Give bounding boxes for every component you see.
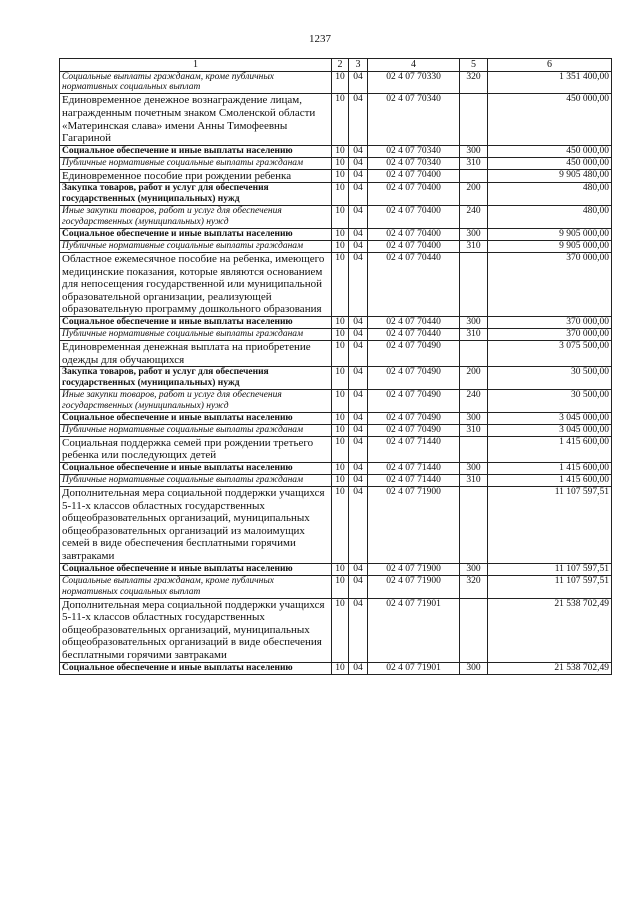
- row-name: Социальное обеспечение и иные выплаты населению: [60, 463, 332, 475]
- row-subsection: 04: [349, 241, 368, 253]
- row-expense-type: [460, 486, 488, 563]
- row-amount: 370 000,00: [488, 329, 612, 341]
- header-col-subsection: 3: [349, 59, 368, 72]
- row-expense-type: 320: [460, 71, 488, 94]
- row-amount: 30 500,00: [488, 367, 612, 390]
- header-col-expense-type: 5: [460, 59, 488, 72]
- row-amount: 450 000,00: [488, 94, 612, 146]
- row-target-code: 02 4 07 70400: [368, 183, 460, 206]
- row-amount: 480,00: [488, 206, 612, 229]
- row-target-code: 02 4 07 71901: [368, 662, 460, 674]
- row-section: 10: [332, 145, 349, 157]
- table-row: [60, 598, 612, 662]
- row-target-code: 02 4 07 70440: [368, 252, 460, 316]
- row-name: Иные закупки товаров, работ и услуг для обеспечения государственных (муниципальных) нужд: [60, 206, 332, 229]
- row-section: 10: [332, 563, 349, 575]
- row-expense-type: 200: [460, 183, 488, 206]
- table-row: [60, 575, 612, 598]
- row-subsection: 04: [349, 71, 368, 94]
- row-subsection: 04: [349, 563, 368, 575]
- row-target-code: 02 4 07 70340: [368, 157, 460, 169]
- row-target-code: 02 4 07 71440: [368, 463, 460, 475]
- row-target-code: 02 4 07 70490: [368, 340, 460, 366]
- row-name: Социальное обеспечение и иные выплаты населению: [60, 563, 332, 575]
- row-expense-type: 300: [460, 145, 488, 157]
- row-expense-type: [460, 340, 488, 366]
- row-subsection: 04: [349, 317, 368, 329]
- row-subsection: 04: [349, 329, 368, 341]
- row-subsection: 04: [349, 424, 368, 436]
- row-expense-type: 240: [460, 390, 488, 413]
- table-row: [60, 94, 612, 146]
- row-target-code: 02 4 07 71440: [368, 474, 460, 486]
- row-target-code: 02 4 07 71901: [368, 598, 460, 662]
- row-section: 10: [332, 252, 349, 316]
- row-amount: 450 000,00: [488, 157, 612, 169]
- row-section: 10: [332, 474, 349, 486]
- row-subsection: 04: [349, 474, 368, 486]
- row-expense-type: 300: [460, 412, 488, 424]
- row-expense-type: [460, 436, 488, 462]
- row-section: 10: [332, 367, 349, 390]
- table-row: [60, 367, 612, 390]
- row-subsection: 04: [349, 436, 368, 462]
- row-amount: 1 351 400,00: [488, 71, 612, 94]
- budget-table: [59, 58, 612, 675]
- header-col-amount: 6: [488, 59, 612, 72]
- row-expense-type: 320: [460, 575, 488, 598]
- row-amount: 1 415 600,00: [488, 436, 612, 462]
- table-row: [60, 157, 612, 169]
- row-amount: 3 045 000,00: [488, 412, 612, 424]
- row-target-code: 02 4 07 70490: [368, 367, 460, 390]
- row-subsection: 04: [349, 662, 368, 674]
- row-target-code: 02 4 07 70440: [368, 317, 460, 329]
- row-name: Областное ежемесячное пособие на ребенка, имеющего медицинские показания, которые являются основанием для непосещения государственной или муниципальной образовательной организации, реализующей образовательную программу дошкольного образования: [60, 252, 332, 316]
- row-subsection: 04: [349, 463, 368, 475]
- row-section: 10: [332, 575, 349, 598]
- row-amount: 1 415 600,00: [488, 474, 612, 486]
- row-name: Публичные нормативные социальные выплаты гражданам: [60, 241, 332, 253]
- row-subsection: 04: [349, 229, 368, 241]
- table-row: [60, 183, 612, 206]
- row-expense-type: 300: [460, 563, 488, 575]
- row-name: Социальное обеспечение и иные выплаты населению: [60, 412, 332, 424]
- row-name: Социальное обеспечение и иные выплаты населению: [60, 145, 332, 157]
- row-expense-type: [460, 252, 488, 316]
- row-section: 10: [332, 390, 349, 413]
- table-row: [60, 329, 612, 341]
- row-name: Единовременное денежное вознаграждение лицам, награжденным почетным знаком Смоленской области «Материнская слава» имени Анны Тимофеевны Гагариной: [60, 94, 332, 146]
- row-target-code: 02 4 07 70400: [368, 241, 460, 253]
- row-subsection: 04: [349, 206, 368, 229]
- table-row: [60, 71, 612, 94]
- table-row: [60, 390, 612, 413]
- row-name: Единовременная денежная выплата на приобретение одежды для обучающихся: [60, 340, 332, 366]
- table-row: [60, 463, 612, 475]
- row-amount: 21 538 702,49: [488, 662, 612, 674]
- row-subsection: 04: [349, 598, 368, 662]
- row-subsection: 04: [349, 94, 368, 146]
- header-col-name: 1: [60, 59, 332, 72]
- row-expense-type: 300: [460, 662, 488, 674]
- row-expense-type: [460, 169, 488, 183]
- row-expense-type: 300: [460, 229, 488, 241]
- row-expense-type: 310: [460, 241, 488, 253]
- row-target-code: 02 4 07 70400: [368, 169, 460, 183]
- row-section: 10: [332, 329, 349, 341]
- row-subsection: 04: [349, 183, 368, 206]
- row-name: Публичные нормативные социальные выплаты гражданам: [60, 329, 332, 341]
- row-section: 10: [332, 241, 349, 253]
- row-expense-type: 310: [460, 474, 488, 486]
- page-number: 1237: [309, 33, 331, 45]
- row-section: 10: [332, 424, 349, 436]
- row-expense-type: [460, 94, 488, 146]
- row-name: Закупка товаров, работ и услуг для обеспечения государственных (муниципальных) нужд: [60, 367, 332, 390]
- row-target-code: 02 4 07 70490: [368, 412, 460, 424]
- row-amount: 3 045 000,00: [488, 424, 612, 436]
- row-target-code: 02 4 07 70400: [368, 206, 460, 229]
- row-expense-type: 200: [460, 367, 488, 390]
- row-expense-type: 310: [460, 424, 488, 436]
- table-row: [60, 424, 612, 436]
- row-target-code: 02 4 07 70490: [368, 424, 460, 436]
- row-amount: 9 905 000,00: [488, 241, 612, 253]
- table-row: [60, 241, 612, 253]
- row-amount: 480,00: [488, 183, 612, 206]
- row-section: 10: [332, 662, 349, 674]
- row-target-code: 02 4 07 71440: [368, 436, 460, 462]
- row-name: Публичные нормативные социальные выплаты гражданам: [60, 474, 332, 486]
- row-target-code: 02 4 07 71900: [368, 486, 460, 563]
- header-col-target-code: 4: [368, 59, 460, 72]
- row-section: 10: [332, 169, 349, 183]
- row-name: Закупка товаров, работ и услуг для обеспечения государственных (муниципальных) нужд: [60, 183, 332, 206]
- row-section: 10: [332, 340, 349, 366]
- row-name: Социальные выплаты гражданам, кроме публичных нормативных социальных выплат: [60, 575, 332, 598]
- row-subsection: 04: [349, 157, 368, 169]
- row-name: Дополнительная мера социальной поддержки учащихся 5-11-х классов областных государственных общеобразовательных организаций, муниципальных общеобразовательных организаций в виде обеспечения бесплатными горячими завтраками: [60, 598, 332, 662]
- table-row: [60, 340, 612, 366]
- table-row: [60, 317, 612, 329]
- table-row: [60, 169, 612, 183]
- row-target-code: 02 4 07 70330: [368, 71, 460, 94]
- row-target-code: 02 4 07 70490: [368, 390, 460, 413]
- row-target-code: 02 4 07 71900: [368, 575, 460, 598]
- row-amount: 9 905 480,00: [488, 169, 612, 183]
- table-row: [60, 206, 612, 229]
- row-amount: 450 000,00: [488, 145, 612, 157]
- row-section: 10: [332, 206, 349, 229]
- row-subsection: 04: [349, 145, 368, 157]
- row-name: Иные закупки товаров, работ и услуг для обеспечения государственных (муниципальных) нужд: [60, 390, 332, 413]
- row-amount: 11 107 597,51: [488, 575, 612, 598]
- row-amount: 9 905 000,00: [488, 229, 612, 241]
- row-subsection: 04: [349, 412, 368, 424]
- row-amount: 3 075 500,00: [488, 340, 612, 366]
- row-amount: 11 107 597,51: [488, 486, 612, 563]
- row-expense-type: 310: [460, 329, 488, 341]
- row-section: 10: [332, 229, 349, 241]
- row-name: Социальное обеспечение и иные выплаты населению: [60, 317, 332, 329]
- row-target-code: 02 4 07 70340: [368, 94, 460, 146]
- header-row: [60, 59, 612, 72]
- row-expense-type: 300: [460, 317, 488, 329]
- row-target-code: 02 4 07 70440: [368, 329, 460, 341]
- row-subsection: 04: [349, 390, 368, 413]
- row-amount: 1 415 600,00: [488, 463, 612, 475]
- table-row: [60, 486, 612, 563]
- row-subsection: 04: [349, 252, 368, 316]
- table-row: [60, 412, 612, 424]
- table-row: [60, 662, 612, 674]
- row-subsection: 04: [349, 575, 368, 598]
- table-row: [60, 145, 612, 157]
- row-expense-type: 240: [460, 206, 488, 229]
- row-subsection: 04: [349, 340, 368, 366]
- row-section: 10: [332, 71, 349, 94]
- row-section: 10: [332, 183, 349, 206]
- row-amount: 21 538 702,49: [488, 598, 612, 662]
- row-section: 10: [332, 157, 349, 169]
- row-subsection: 04: [349, 486, 368, 563]
- row-name: Социальное обеспечение и иные выплаты населению: [60, 662, 332, 674]
- row-name: Социальные выплаты гражданам, кроме публичных нормативных социальных выплат: [60, 71, 332, 94]
- row-section: 10: [332, 598, 349, 662]
- table-body: [60, 71, 612, 674]
- row-target-code: 02 4 07 70340: [368, 145, 460, 157]
- row-name: Социальная поддержка семей при рождении третьего ребенка или последующих детей: [60, 436, 332, 462]
- row-name: Дополнительная мера социальной поддержки учащихся 5-11-х классов областных государственных общеобразовательных организаций, муниципальных общеобразовательных организаций из малоимущих семей в виде обеспечения бесплатными горячими завтраками: [60, 486, 332, 563]
- row-subsection: 04: [349, 169, 368, 183]
- row-section: 10: [332, 412, 349, 424]
- table-row: [60, 436, 612, 462]
- row-amount: 11 107 597,51: [488, 563, 612, 575]
- row-amount: 370 000,00: [488, 252, 612, 316]
- row-expense-type: [460, 598, 488, 662]
- row-name: Единовременное пособие при рождении ребенка: [60, 169, 332, 183]
- row-expense-type: 310: [460, 157, 488, 169]
- row-section: 10: [332, 94, 349, 146]
- table-row: [60, 563, 612, 575]
- table-row: [60, 229, 612, 241]
- row-expense-type: 300: [460, 463, 488, 475]
- row-section: 10: [332, 463, 349, 475]
- row-section: 10: [332, 486, 349, 563]
- table-row: [60, 252, 612, 316]
- row-amount: 30 500,00: [488, 390, 612, 413]
- row-name: Социальное обеспечение и иные выплаты населению: [60, 229, 332, 241]
- header-col-section: 2: [332, 59, 349, 72]
- row-subsection: 04: [349, 367, 368, 390]
- row-amount: 370 000,00: [488, 317, 612, 329]
- row-section: 10: [332, 317, 349, 329]
- row-target-code: 02 4 07 71900: [368, 563, 460, 575]
- row-section: 10: [332, 436, 349, 462]
- table-row: [60, 474, 612, 486]
- row-target-code: 02 4 07 70400: [368, 229, 460, 241]
- row-name: Публичные нормативные социальные выплаты гражданам: [60, 424, 332, 436]
- row-name: Публичные нормативные социальные выплаты гражданам: [60, 157, 332, 169]
